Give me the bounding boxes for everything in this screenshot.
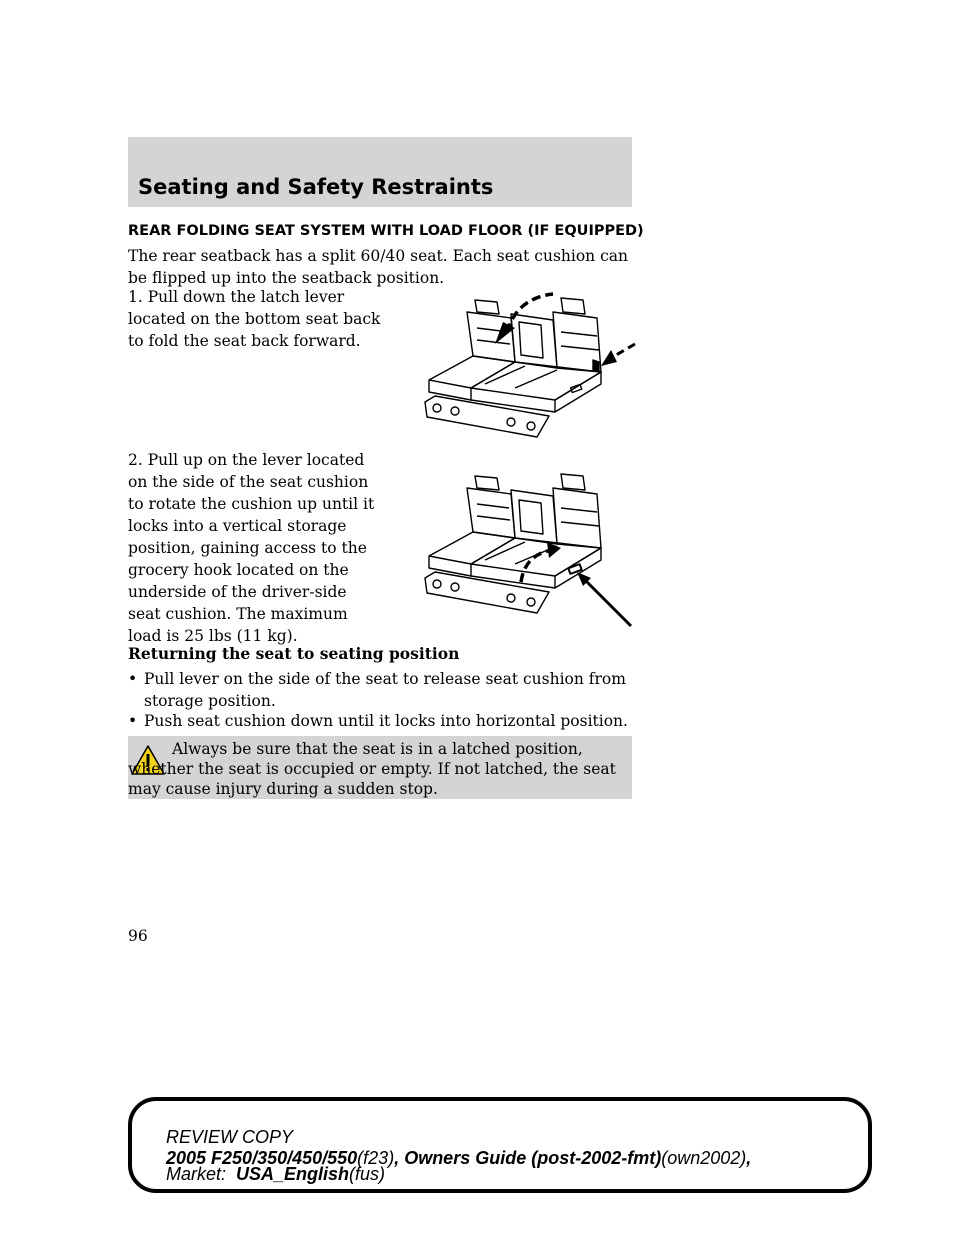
warning-box xyxy=(128,736,632,799)
section-title: Seating and Safety Restraints xyxy=(138,175,494,199)
step-2-paragraph: 2. Pull up on the lever located on the side of the seat cushion to rotate the cushion up until it locks into a vertical storage position, gaining access to the grocery hook located on the underside of the driver-side seat cushion. The maximum load is 25 lbs (11 kg). xyxy=(128,451,375,645)
intro-paragraph: The rear seatback has a split 60/40 seat. Each seat cushion can be flipped up into the seatback position. xyxy=(128,247,628,287)
section-header-band xyxy=(128,137,632,207)
footer-market-code: (fus) xyxy=(349,1164,386,1184)
list-item xyxy=(128,710,628,732)
bullet-marker: • xyxy=(128,712,138,730)
footer-review-label: REVIEW COPY xyxy=(166,1127,294,1147)
footer-guide-code: (own2002) xyxy=(661,1148,747,1168)
footer-model-code: (f23) xyxy=(357,1148,395,1168)
section-heading: REAR FOLDING SEAT SYSTEM WITH LOAD FLOOR (IF EQUIPPED) xyxy=(128,223,644,239)
footer-comma: , xyxy=(746,1148,752,1168)
footer-guide-text: , Owners Guide (post-2002-fmt) xyxy=(394,1148,662,1168)
footer-market-value: USA_English xyxy=(236,1164,350,1184)
bullet-text: Pull lever on the side of the seat to release seat cushion from storage position. xyxy=(144,670,626,710)
footer-market-line xyxy=(166,1164,385,1184)
bullet-text: Push seat cushion down until it locks into horizontal position. xyxy=(144,712,628,730)
page-number: 96 xyxy=(128,927,148,945)
review-copy-footer xyxy=(128,1097,872,1193)
footer-market-label: Market: xyxy=(166,1164,237,1184)
return-seat-subheading: Returning the seat to seating position xyxy=(128,644,460,663)
footer-model-text: 2005 F250/350/450/550 xyxy=(166,1148,358,1168)
step-1-paragraph: 1. Pull down the latch lever located on the bottom seat back to fold the seat back forward. xyxy=(128,288,381,350)
list-item xyxy=(128,668,628,712)
bullet-marker: • xyxy=(128,670,138,688)
seat-cushion-rotate-illustration xyxy=(415,470,637,628)
warning-text: Always be sure that the seat is in a latched position, whether the seat is occupied or empty. If not latched, the seat may cause injury during a sudden stop. xyxy=(128,740,616,798)
seat-fold-illustration xyxy=(415,292,637,445)
